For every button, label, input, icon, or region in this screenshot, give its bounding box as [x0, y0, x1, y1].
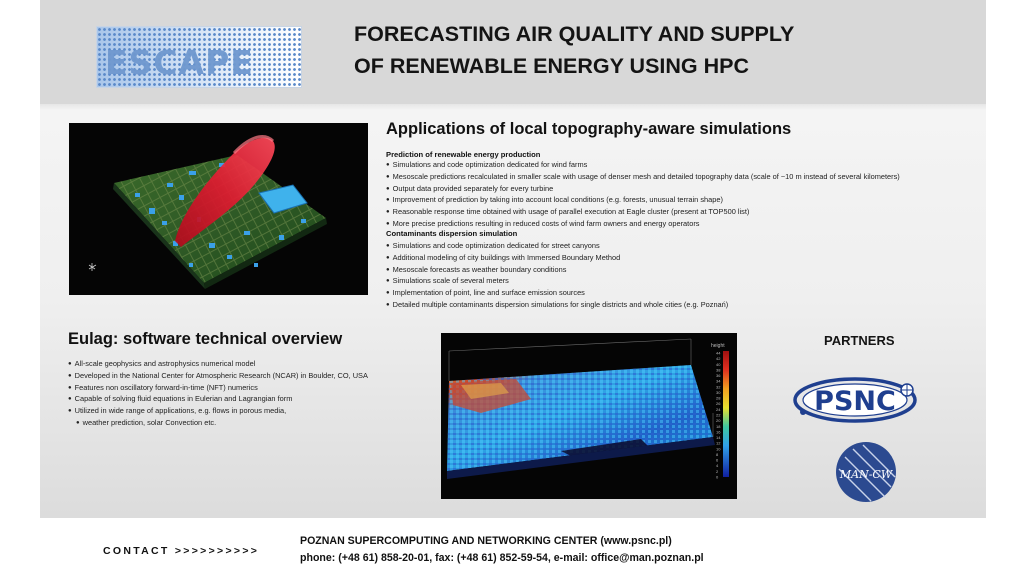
renewable-heading: Prediction of renewable energy production [386, 150, 541, 159]
main-title-line2: OF RENEWABLE ENERGY USING HPC [354, 54, 750, 78]
legend-title: height [711, 343, 725, 349]
partners-title: PARTNERS [824, 333, 895, 348]
applications-title: Applications of local topography-aware simulations [386, 120, 792, 138]
legend-tick-label: 16 [716, 429, 721, 435]
legend-tick-label: 28 [716, 395, 721, 401]
contact-line-phone-email: phone: (+48 61) 858-20-01, fax: (+48 61) 852-59-54, e-mail: office@man.poznan.pl [300, 552, 704, 564]
psnc-logo [793, 374, 923, 426]
legend-tick-label: 42 [716, 356, 721, 362]
contact-label: CONTACT >>>>>>>>>> [103, 545, 260, 557]
contaminants-list [386, 241, 986, 312]
legend-tick-label: 24 [716, 406, 721, 412]
list-item: ● Capable of solving fluid equations in Eulerian and Lagrangian form [68, 394, 458, 406]
contact-details [300, 533, 704, 567]
legend-tick-label: 0 [716, 474, 719, 480]
legend-tick-label: 6 [716, 457, 719, 463]
heightmap-image [441, 333, 737, 499]
main-title-line1: FORECASTING AIR QUALITY AND SUPPLY [354, 22, 795, 46]
legend-tick-label: 32 [716, 384, 721, 390]
legend-tick-label: 22 [716, 412, 721, 418]
list-item: ● Simulations scale of several meters [386, 276, 986, 288]
legend-tick-label: 26 [716, 401, 721, 407]
list-item: ● Utilized in wide range of applications, e.g. flows in porous media, [68, 406, 458, 418]
man-cw-logo [835, 441, 897, 503]
list-item: ● More precise predictions resulting in reduced costs of wind farm owners and energy operators [386, 219, 986, 231]
legend-tick-label: 12 [716, 440, 721, 446]
legend-tick-label: 34 [716, 378, 721, 384]
man-cw-logo-text: MAN-CW [839, 468, 893, 481]
eulag-title: Eulag: software technical overview [68, 330, 343, 348]
heightmap-graphic [441, 333, 737, 499]
list-item: ● Additional modeling of city buildings with Immersed Boundary Method [386, 253, 986, 265]
legend-tick-label: 20 [716, 418, 721, 424]
contact-line-organization: POZNAN SUPERCOMPUTING AND NETWORKING CENTER (www.psnc.pl) [300, 535, 672, 547]
list-item: ● Implementation of point, line and surface emission sources [386, 288, 986, 300]
list-item: ● Simulations and code optimization dedicated for street canyons [386, 241, 986, 253]
list-item: ● Output data provided separately for every turbine [386, 184, 986, 196]
legend-tick-label: 4 [716, 463, 719, 469]
list-item: ● Detailed multiple contaminants dispersion simulations for single districts and whole cities (e.g. Poznań) [386, 300, 986, 312]
legend-tick-label: 14 [716, 435, 721, 440]
plume-simulation-graphic [69, 123, 368, 295]
legend-tick-label: 10 [716, 446, 721, 452]
list-item: ● Features non oscillatory forward-in-time (NFT) numerics [68, 383, 458, 395]
eulag-continuation: weather prediction, solar Convection etc. [82, 417, 217, 427]
legend-tick-label: 36 [716, 373, 721, 378]
escape-logo-text: ESCAPE [105, 43, 254, 82]
list-item: ● Developed in the National Center for Atmospheric Research (NCAR) in Boulder, CO, USA [68, 371, 458, 383]
plume-simulation-image [69, 123, 368, 295]
list-item: ● All-scale geophysics and astrophysics numerical model [68, 359, 458, 371]
legend-tick-label: 8 [716, 452, 719, 457]
legend-tick-label: 30 [716, 390, 721, 395]
contaminants-heading: Contaminants dispersion simulation [386, 229, 518, 238]
list-item: ● Reasonable response time obtained with usage of parallel execution at Eagle cluster (present at TOP500 list) [386, 207, 986, 219]
legend-tick-label: 40 [716, 361, 721, 367]
psnc-logo-text: PSNC [814, 386, 896, 417]
eulag-list [68, 359, 458, 430]
list-item: ● Mesoscale forecasts as weather boundary conditions [386, 265, 986, 277]
escape-logo [96, 26, 302, 88]
legend-tick-label: 38 [716, 367, 721, 373]
list-item-continuation [68, 418, 458, 430]
legend-tick-label: 18 [716, 423, 721, 429]
list-item: ● Simulations and code optimization dedicated for wind farms [386, 160, 986, 172]
main-title [354, 18, 794, 82]
renewable-list [386, 160, 986, 231]
legend-tick-label: 2 [716, 468, 719, 474]
legend-colorbar [723, 351, 729, 477]
poster [40, 0, 986, 518]
list-item: ● Mesoscale predictions recalculated in smaller scale with usage of denser mesh and detailed topography data (scale of ~10 m instead of several kilometers) [386, 172, 986, 184]
legend-tick-label: 44 [716, 350, 721, 356]
list-item: ● Improvement of prediction by taking into account local conditions (e.g. forests, unusual terrain shape) [386, 195, 986, 207]
